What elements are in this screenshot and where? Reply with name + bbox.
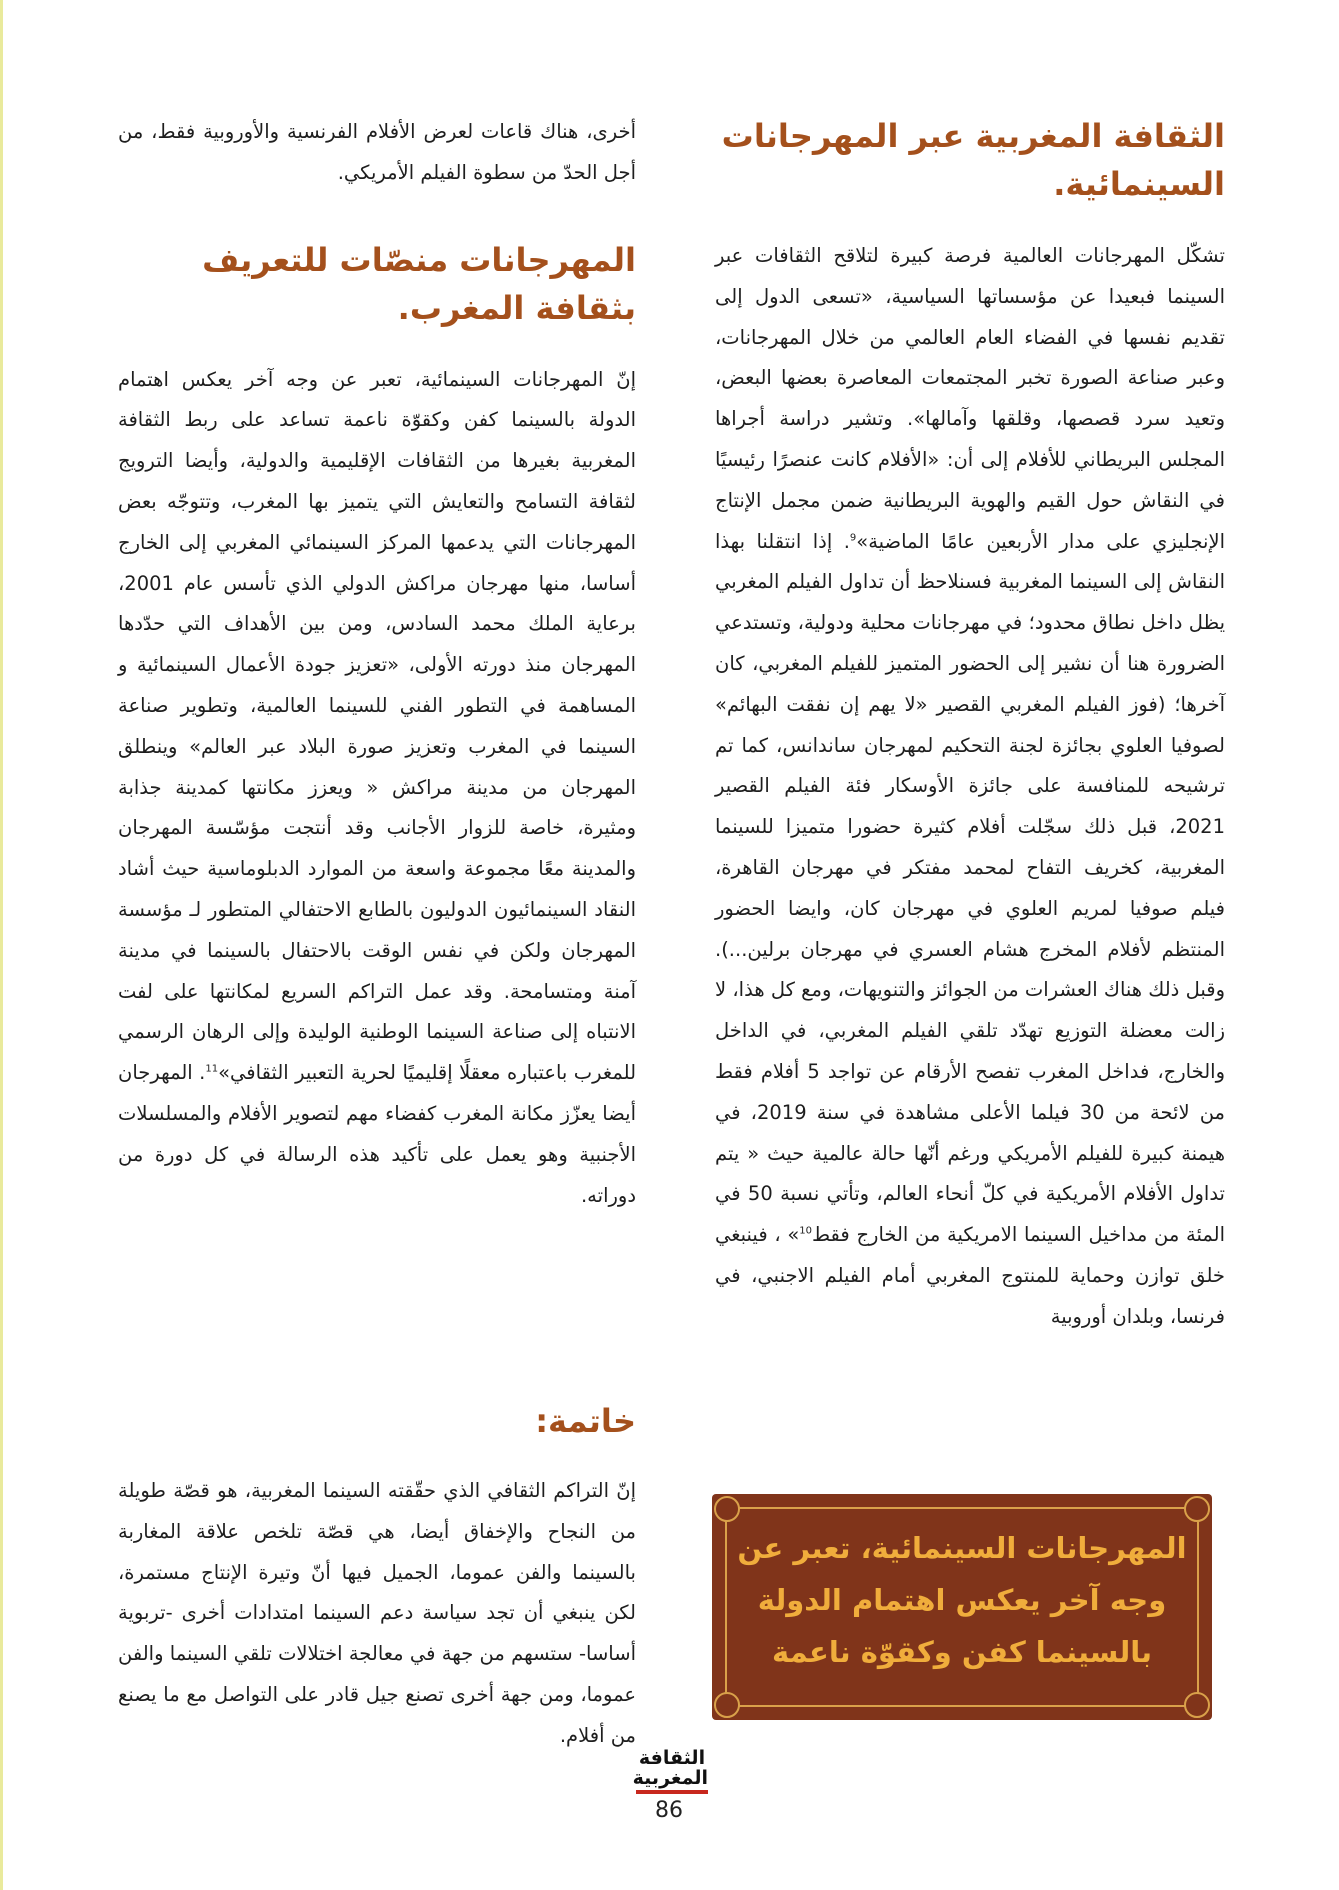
- paragraph-text: تشكّل المهرجانات العالمية فرصة كبيرة لتلاقح الثقافات عبر السينما فبعيدا عن مؤسساتها السياسية، «تسعى الدول إلى تقديم نفسها في الفضاء العام العالمي من خلال المهرجانات، وعبر صناعة الصورة تخبر المجتمعات المعاصرة بعضها البعض، وتعيد سرد قصصها، وقلقها وآمالها». وتشير دراسة أجراها المجلس البريطاني للأفلام إلى أن: «الأفلام كانت عنصرًا رئيسيًا في النقاش حول القيم والهوية البريطانية ضمن مجمل الإنتاج الإنجليزي على مدار الأربعين عامًا الماضية»: [715, 244, 1225, 553]
- magazine-logo: [632, 1747, 708, 1796]
- continuation-paragraph: أخرى، هناك قاعات لعرض الأفلام الفرنسية والأوروبية فقط، من أجل الحدّ من سطوة الفيلم الأمريكي.: [118, 120, 636, 184]
- paragraph-text: . المهرجان أيضا يعزّز مكانة المغرب كفضاء مهم لتصوير الأفلام والمسلسلات الأجنبية وهو يعمل على تأكيد هذه الرسالة في كل دورة من دوراته.: [118, 1061, 636, 1207]
- paragraph-text: إنّ المهرجانات السينمائية، تعبر عن وجه آخر يعكس اهتمام الدولة بالسينما كفن وكقوّة ناعمة تساعد على ربط الثقافة المغربية بغيرها من الثقافات الإقليمية والدولية، وأيضا الترويج لثقافة التسامح والتعايش التي يتميز بها المغرب، وتتوجّه بعض المهرجانات التي يدعمها المركز السينمائي المغربي إلى الخارج أساسا، منها مهرجان مراكش الدولي الذي تأسس عام 2001، برعاية الملك محمد السادس، ومن بين الأهداف التي حدّدها المهرجان منذ دورته الأولى، «تعزيز جودة الأعمال السينمائية و المساهمة في التطور الفني للسينما العالمية، وتطوير صناعة السينما في المغرب وتعزيز صورة البلاد عبر العالم» وينطلق المهرجان من مدينة مراكش « ويعزز مكانتها كمدينة جذابة ومثيرة، خاصة للزوار الأجانب وقد أنتجت مؤسّسة المهرجان والمدينة معًا مجموعة واسعة من الموارد الدبلوماسية حيث أشاد النقاد السينمائيون الدوليون بالطابع الاحتفالي المتطور لـ مؤسسة المهرجان ولكن في نفس الوقت بالاحتفال بالسينما في مدينة آمنة ومتسامحة. وقد عمل التراكم السريع لمكانتها على لفت الانتباه إلى صناعة السينما الوطنية الوليدة وإلى الرهان الرسمي للمغرب باعتباره معقلًا إقليميًا لحرية التعبير الثقافي»: [118, 367, 637, 1085]
- conclusion-paragraph: إنّ التراكم الثقافي الذي حقّقته السينما المغربية، هو قصّة طويلة من النجاح والإخفاق أيضا، هي قصّة تلخص علاقة المغاربة بالسينما والفن عموما، الجميل فيها أنّ وتيرة الإنتاج مستمرة، لكن ينبغي أن تجد سياسة دعم السينما امتدادات أخرى -تربوية أساسا- ستسهم من جهة في معالجة اختلالات تلقي السينما والفن عموما، ومن جهة أخرى تصنع جيل قادر على التواصل مع ما يصنع من أفلام.: [118, 1479, 636, 1747]
- conclusion-heading: خاتمة:: [535, 1402, 636, 1440]
- pull-quote-text: المهرجانات السينمائية، تعبر عن وجه آخر يعكس اهتمام الدولة بالسينما كفن وكقوّة ناعمة: [737, 1531, 1187, 1669]
- footnote-ref: 9: [849, 532, 857, 544]
- logo-line-1: الثقافة: [638, 1747, 706, 1769]
- page-number: 86: [655, 1798, 683, 1823]
- section-heading-platforms: المهرجانات منصّات للتعريف بثقافة المغرب.: [202, 240, 636, 327]
- pull-quote-box: [712, 1494, 1212, 1720]
- right-column: [715, 112, 1225, 1338]
- page-edge-rule: [0, 0, 3, 1890]
- footnote-ref: 10: [799, 1225, 813, 1237]
- section-heading-festivals: الثقافة المغربية عبر المهرجانات السينمائية.: [721, 117, 1225, 203]
- paragraph-text: . إذا انتقلنا بهذا النقاش إلى السينما المغربية فسنلاحظ أن تداول الفيلم المغربي يظل داخل نطاق محدود؛ في مهرجانات محلية ودولية، وتستدعي الضرورة هنا أن نشير إلى الحضور المتميز للفيلم المغربي، كان آخرها؛ (فوز الفيلم المغربي القصير «لا يهم إن نفقت البهائم» لصوفيا العلوي بجائزة لجنة التحكيم لمهرجان ساندانس، كما تم ترشيحه للمنافسة على جائزة الأوسكار فئة الفيلم القصير 2021، قبل ذلك سجّلت أفلام كثيرة حضورا متميزا للسينما المغربية، كخريف التفاح لمحمد مفتكر في مهرجان القاهرة، فيلم صوفيا لمريم العلوي في مهرجان كان، وايضا الحضور المنتظم لأفلام المخرج هشام العسري في مهرجان برلين...). وقبل ذلك هناك العشرات من الجوائز والتنويهات، ومع كل هذا، لا زالت معضلة التوزيع تهدّد تلقي الفيلم المغربي، في الداخل والخارج، فداخل المغرب تفصح الأرقام عن تواجد 5 أفلام فقط من لائحة من 30 فيلما الأعلى مشاهدة في سنة 2019، في هيمنة كبيرة للفيلم الأمريكي ورغم أنّها حالة عالمية حيث « يتم تداول الأفلام الأمريكية في كلّ أنحاء العالم، وتأتي نسبة 50 في المئة من مداخيل السينما الامريكية من الخارج فقط: [715, 529, 1225, 1247]
- logo-line-2: المغربية: [632, 1767, 708, 1789]
- conclusion-section: [118, 1397, 636, 1757]
- paragraph-text: » ، فينبغي خلق توازن وحماية للمنتوج المغربي أمام الفيلم الاجنبي، في فرنسا، وبلدان أوروبية: [715, 1223, 1225, 1328]
- logo-red-bar: [636, 1790, 708, 1794]
- footnote-ref: 11: [205, 1063, 219, 1075]
- body-paragraph: [118, 360, 636, 1217]
- body-paragraph: [715, 236, 1225, 1338]
- left-column: [118, 112, 636, 1216]
